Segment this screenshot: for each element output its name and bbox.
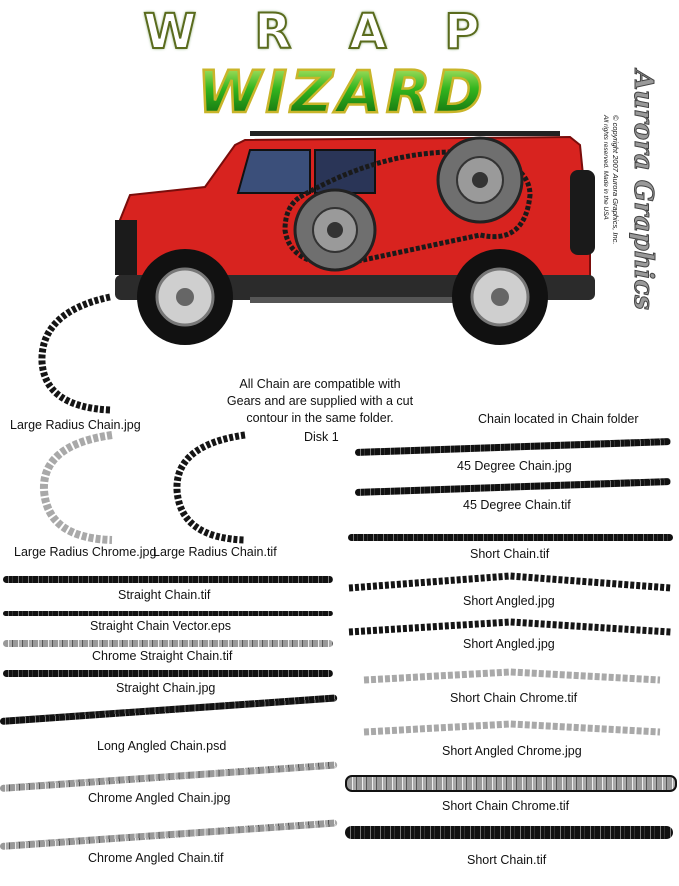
- straight-chain-tif-image: [3, 576, 333, 583]
- disk-label: Disk 1: [304, 430, 339, 444]
- chrome-angled-chain-jpg-image: [0, 761, 337, 792]
- item-label-chrome-angled-chain-tif: Chrome Angled Chain.tif: [88, 851, 224, 865]
- item-label-short-angled-chrome-jpg: Short Angled Chrome.jpg: [442, 744, 582, 758]
- straight-chain-vector-eps-image: [3, 611, 333, 616]
- chain-location-label: Chain located in Chain folder: [478, 412, 639, 426]
- item-label-large-radius-chain-jpg: Large Radius Chain.jpg: [10, 418, 141, 432]
- large-radius-chain-tif-image: [165, 430, 250, 545]
- item-label-straight-chain-tif: Straight Chain.tif: [118, 588, 211, 602]
- chrome-straight-chain-tif-image: [3, 640, 333, 647]
- title-wizard-logo: [92, 62, 592, 122]
- item-label-straight-chain-vector-eps: Straight Chain Vector.eps: [90, 619, 232, 633]
- item-label-45-degree-chain-jpg: 45 Degree Chain.jpg: [457, 459, 572, 473]
- item-label-short-chain-tif: Short Chain.tif: [470, 547, 550, 561]
- large-radius-chain-jpg-image: [30, 292, 115, 417]
- brand-logo-text: Aurora Graphics: [628, 70, 658, 310]
- large-radius-chrome-jpg-image: [32, 430, 117, 545]
- short-angled-jpg-image-1: [345, 572, 675, 592]
- item-label-large-radius-chrome-jpg: Large Radius Chrome.jpg: [14, 545, 157, 559]
- straight-chain-jpg-image: [3, 670, 333, 677]
- short-chain-tif-image: [348, 534, 673, 541]
- item-label-short-chain-tif-2: Short Chain.tif: [467, 853, 547, 867]
- short-chain-chrome-tif-image-2: [345, 775, 677, 792]
- item-label-straight-chain-jpg: Straight Chain.jpg: [116, 681, 216, 695]
- copyright-block: [596, 115, 626, 315]
- long-angled-chain-psd-image: [0, 694, 337, 725]
- short-chain-chrome-tif-image-1: [360, 668, 665, 684]
- chrome-angled-chain-tif-image: [0, 819, 337, 850]
- 45-degree-chain-jpg-image: [355, 438, 671, 456]
- compatibility-notice: All Chain are compatible with Gears and are supplied with a cut contour in the same folder.: [226, 377, 414, 425]
- item-label-long-angled-chain-psd: Long Angled Chain.psd: [97, 739, 227, 753]
- copyright-line1: © copyright 2007 Aurora Graphics, Inc.: [611, 115, 620, 245]
- short-angled-jpg-image-2: [345, 618, 675, 638]
- 45-degree-chain-tif-image: [355, 478, 671, 496]
- copyright-line2: All rights reserved. Made in the USA: [602, 115, 609, 220]
- item-label-45-degree-chain-tif: 45 Degree Chain.tif: [463, 498, 571, 512]
- item-label-chrome-straight-chain-tif: Chrome Straight Chain.tif: [92, 649, 233, 663]
- vehicle-illustration: [110, 125, 600, 355]
- item-label-short-angled-jpg-2: Short Angled.jpg: [463, 637, 555, 651]
- title-wizard-text: WIZARD: [197, 62, 487, 122]
- item-label-short-angled-jpg-1: Short Angled.jpg: [463, 594, 555, 608]
- item-label-chrome-angled-chain-jpg: Chrome Angled Chain.jpg: [88, 791, 231, 805]
- short-angled-chrome-jpg-image: [360, 720, 665, 736]
- title-wrap: WRAP: [143, 4, 538, 60]
- item-label-large-radius-chain-tif: Large Radius Chain.tif: [153, 545, 277, 559]
- item-label-short-chain-chrome-tif-1: Short Chain Chrome.tif: [450, 691, 578, 705]
- item-label-short-chain-chrome-tif-2: Short Chain Chrome.tif: [442, 799, 570, 813]
- short-chain-tif-image-2: [345, 826, 673, 839]
